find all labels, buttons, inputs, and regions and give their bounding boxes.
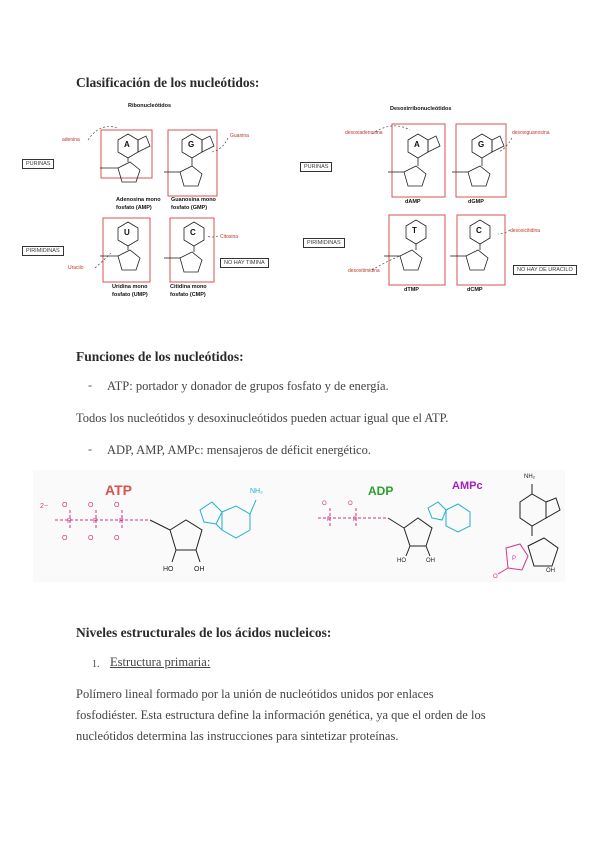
dcmp-caption: dCMP	[467, 287, 483, 293]
svg-text:O: O	[493, 574, 498, 580]
section-heading-clasificacion: Clasificación de los nucleótidos:	[76, 75, 260, 90]
no-timina-label: NO HAY TIMINA	[220, 258, 269, 268]
pirimidinas-label-right: PIRIMIDINAS	[303, 238, 345, 248]
ampc-oh: OH	[546, 568, 555, 574]
atp-label: ATP	[105, 482, 132, 498]
deoxyribonucleotides-title: Desoxirribonucleótidos	[390, 106, 452, 112]
cmp-caption: Citidina mono fosfato (CMP)	[170, 284, 207, 298]
paragraph-line-1: Polímero lineal formado por la unión de nucleótidos unidos por enlaces	[76, 687, 434, 701]
svg-text:O: O	[114, 535, 120, 542]
base-c-left: C	[190, 228, 196, 237]
bullet-atp: ATP: portador y donador de grupos fosfato y de energía.	[107, 379, 389, 393]
atp-oh: OH	[194, 566, 205, 573]
svg-text:O: O	[62, 535, 68, 542]
ampc-label: AMPc	[452, 480, 483, 492]
bullet-dash-2: -	[88, 442, 93, 456]
base-u-left: U	[124, 228, 130, 237]
pirimidinas-label-left: PIRIMIDINAS	[22, 246, 64, 256]
svg-text:P: P	[353, 517, 358, 523]
bullet-adp: ADP, AMP, AMPc: mensajeros de déficit energético.	[107, 443, 371, 457]
atp-ho: HO	[163, 566, 174, 573]
base-a-left: A	[124, 140, 130, 149]
paragraph-line-3: nucleótidos determina las instrucciones para sintetizar proteínas.	[76, 729, 399, 743]
desoxiadenosina-tag: desoxiadenosina	[345, 130, 383, 136]
bullet-dash-1: -	[88, 378, 93, 392]
estructura-primaria-paragraph	[76, 684, 576, 747]
purinas-label-left: PURINAS	[22, 159, 54, 169]
cytosine-tag: Citosina	[220, 234, 239, 240]
svg-text:O: O	[88, 535, 94, 542]
base-t-right: T	[412, 226, 417, 235]
svg-text:O: O	[322, 501, 327, 507]
svg-text:O: O	[348, 501, 353, 507]
svg-text:O: O	[88, 502, 94, 509]
desoxicitidina-tag: desoxicitidina	[510, 228, 541, 234]
desoxiguanosina-tag: desoxiguanosina	[512, 130, 550, 136]
ump-caption: Uridina mono fosfato (UMP)	[112, 284, 148, 298]
svg-text:P: P	[327, 517, 332, 523]
ribonucleotides-title: Ribonucleótidos	[128, 103, 172, 109]
adp-label: ADP	[368, 484, 394, 498]
desoxitimidina-tag: desoxitimidina	[348, 268, 380, 274]
adenine-tag: adenina	[62, 137, 80, 143]
uracil-tag: Uracilo	[68, 265, 84, 271]
svg-text:P: P	[93, 518, 98, 525]
amp-caption: Adenosina mono fosfato (AMP)	[116, 197, 161, 211]
ampc-nh2: NH₂	[524, 474, 535, 480]
paragraph-todos: Todos los nucleótidos y desoxinucleótidos pueden actuar igual que el ATP.	[76, 411, 449, 425]
list-number-1: 1.	[92, 659, 100, 670]
section-heading-niveles: Niveles estructurales de los ácidos nucleicos:	[76, 625, 332, 640]
adp-ho: HO	[397, 558, 406, 564]
svg-text:P: P	[119, 518, 124, 525]
paragraph-line-2: fosfodiéster. Esta estructura define la información genética, ya que el orden de los	[76, 708, 486, 722]
estructura-primaria-title: Estructura primaria:	[110, 655, 211, 669]
gmp-caption: Guanosina mono fosfato (GMP)	[171, 197, 216, 211]
base-g-left: G	[188, 140, 195, 149]
dgmp-caption: dGMP	[468, 199, 484, 205]
damp-caption: dAMP	[405, 199, 421, 205]
atp-nh2: NH₂	[250, 488, 263, 495]
section-heading-funciones: Funciones de los nucleótidos:	[76, 349, 244, 364]
svg-text:P: P	[512, 556, 517, 562]
adp-oh: OH	[426, 558, 435, 564]
base-g-right: G	[478, 140, 485, 149]
base-c-right: C	[476, 226, 482, 235]
atp-charge: 2−	[40, 503, 48, 510]
guanine-tag: Guanina	[230, 133, 249, 139]
purinas-label-right: PURINAS	[300, 162, 332, 172]
dtmp-caption: dTMP	[404, 287, 419, 293]
svg-text:P: P	[67, 518, 72, 525]
no-uracilo-label: NO HAY DE URACILO	[513, 265, 577, 275]
svg-text:O: O	[62, 502, 68, 509]
base-a-right: A	[414, 140, 420, 149]
svg-text:O: O	[114, 502, 120, 509]
